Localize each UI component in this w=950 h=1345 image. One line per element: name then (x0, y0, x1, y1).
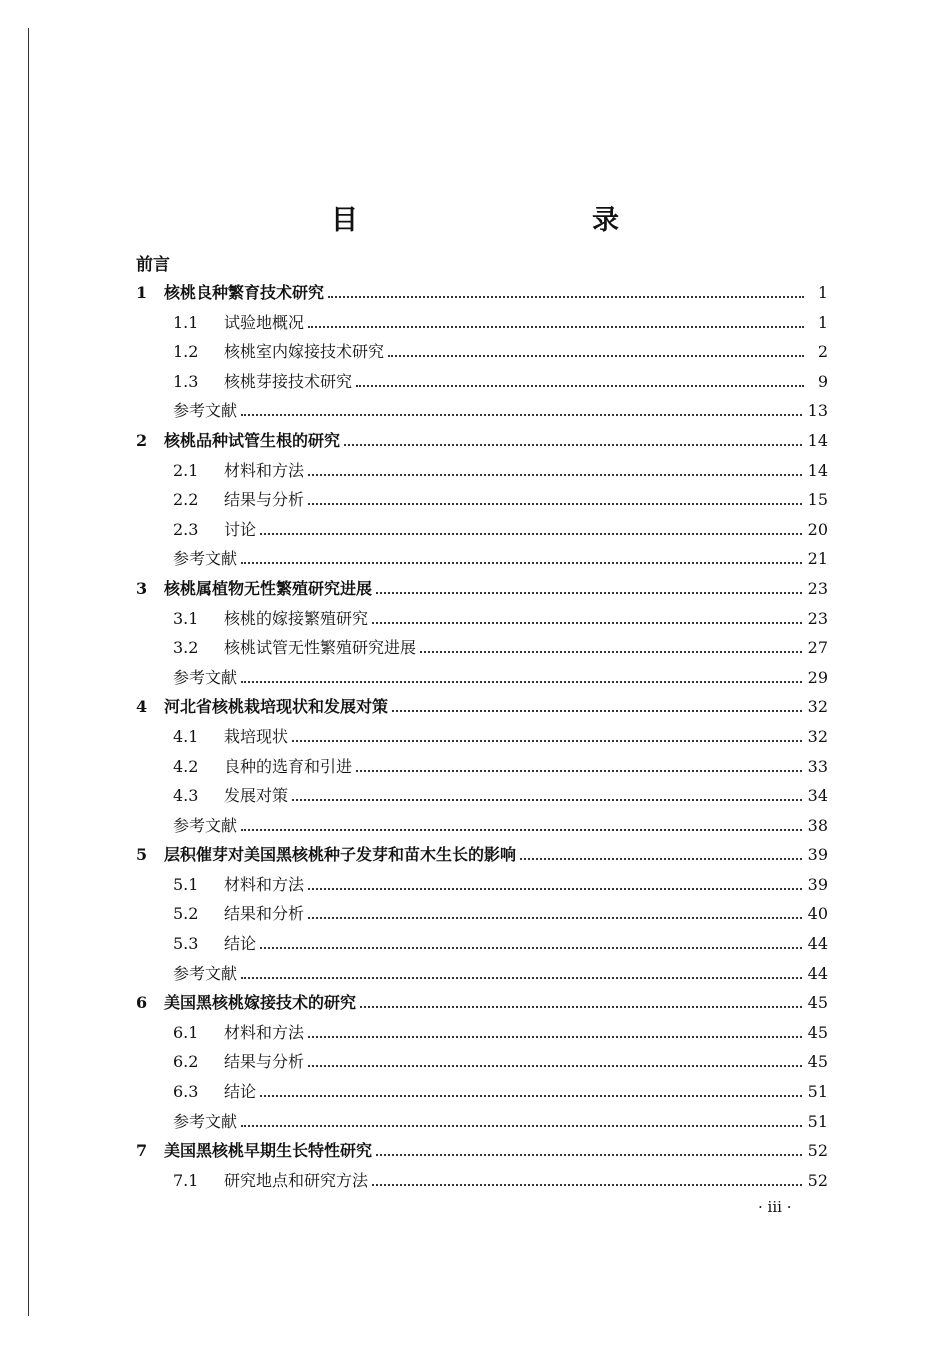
toc-entry-section[interactable] (136, 485, 828, 515)
toc-entry-number: 4.1 (173, 726, 199, 746)
toc-entry-section[interactable] (136, 1166, 828, 1196)
toc-entry-label: 材料和方法 (224, 1022, 305, 1042)
toc-entry-section[interactable] (136, 1047, 828, 1077)
toc-entry-label: 核桃的嫁接繁殖研究 (224, 608, 369, 628)
toc-entry-ref[interactable] (136, 544, 828, 574)
toc-entry-label: 参考文献 (173, 963, 238, 983)
dot-leader (308, 916, 802, 919)
toc-entry-page: 1 (817, 312, 828, 332)
toc-entry-number: 6 (136, 993, 148, 1013)
toc-entry-section[interactable] (136, 929, 828, 959)
toc-entry-label: 结果与分析 (224, 1052, 305, 1072)
dot-leader (241, 561, 802, 564)
toc-entry-label: 参考文献 (173, 401, 238, 421)
toc-entry-label: 结果与分析 (224, 490, 305, 510)
toc-entry-page: 32 (807, 697, 828, 717)
toc-entry-page: 2 (817, 342, 828, 362)
toc-preface: 前言 (136, 255, 170, 275)
toc-entry-section[interactable] (136, 1018, 828, 1048)
dot-leader (392, 709, 802, 712)
toc-entry-page: 9 (817, 371, 828, 391)
toc-entry-label: 结论 (224, 934, 257, 954)
toc-entry-page: 44 (807, 963, 828, 983)
toc-entry-page: 14 (807, 430, 828, 450)
toc-entry-number: 3.2 (173, 638, 199, 658)
dot-leader (260, 1094, 802, 1097)
toc-entry-section[interactable] (136, 337, 828, 367)
toc-entry-section[interactable] (136, 308, 828, 338)
toc-entry-number: 6.2 (173, 1052, 199, 1072)
dot-leader (260, 532, 802, 535)
toc-entry-page: 34 (807, 786, 828, 806)
dot-leader (376, 591, 802, 594)
toc-entry-label: 材料和方法 (224, 460, 305, 480)
dot-leader (241, 680, 802, 683)
toc-entry-section[interactable] (136, 781, 828, 811)
dot-leader (292, 798, 802, 801)
toc-entry-number: 1.3 (173, 371, 199, 391)
toc-entry-page: 52 (807, 1170, 828, 1190)
dot-leader (520, 857, 802, 860)
toc-entry-label: 核桃试管无性繁殖研究进展 (224, 638, 417, 658)
toc-entry-page: 1 (817, 283, 828, 302)
toc-entry-label: 参考文献 (173, 667, 238, 687)
dot-leader (308, 473, 802, 476)
toc-entry-section[interactable] (136, 752, 828, 782)
toc-entry-number: 1.1 (173, 312, 199, 332)
toc-entry-page: 20 (807, 519, 828, 539)
toc-entry-number: 3 (136, 578, 148, 598)
toc-entry-section[interactable] (136, 870, 828, 900)
dot-leader (308, 1064, 802, 1067)
dot-leader (372, 621, 802, 624)
dot-leader (372, 1183, 802, 1186)
toc-entry-section[interactable] (136, 1077, 828, 1107)
toc-entry-page: 23 (807, 608, 828, 628)
dot-leader (241, 976, 802, 979)
toc-entry-page: 27 (807, 638, 828, 658)
toc-entry-page: 52 (807, 1141, 828, 1161)
toc-entry-chapter[interactable] (136, 692, 828, 722)
toc-entry-number: 1 (136, 283, 148, 302)
toc-entry-label: 栽培现状 (224, 726, 289, 746)
toc-entry-number: 1.2 (173, 342, 199, 362)
toc-entry-number: 2 (136, 430, 148, 450)
toc-entry-number: 7 (136, 1141, 148, 1161)
toc-entry-page: 21 (807, 549, 828, 569)
toc-entry-page: 32 (807, 726, 828, 746)
toc-entry-page: 39 (807, 845, 828, 865)
toc-entry-page: 15 (807, 490, 828, 510)
toc-entry-page: 51 (807, 1082, 828, 1102)
toc-entry-number: 6.1 (173, 1022, 199, 1042)
toc-entry-page: 45 (807, 993, 828, 1013)
toc-entry-label: 结果和分析 (224, 904, 305, 924)
dot-leader (308, 325, 804, 328)
toc-entry-section[interactable] (136, 633, 828, 663)
toc-entry-chapter[interactable] (136, 1136, 828, 1166)
toc-entry-label: 核桃属植物无性繁殖研究进展 (164, 578, 373, 598)
toc-entry-page: 45 (807, 1052, 828, 1072)
toc-entry-ref[interactable] (136, 959, 828, 989)
toc-list (136, 278, 828, 1195)
toc-entry-label: 核桃室内嫁接技术研究 (224, 342, 385, 362)
dot-leader (260, 946, 802, 949)
toc-entry-ref[interactable] (136, 663, 828, 693)
dot-leader (388, 354, 804, 357)
toc-title: 目 录 (331, 205, 679, 236)
toc-entry-number: 5.1 (173, 874, 199, 894)
toc-entry-page: 38 (807, 815, 828, 835)
dot-leader (308, 502, 802, 505)
toc-entry-number: 2.2 (173, 490, 199, 510)
dot-leader (292, 739, 802, 742)
dot-leader (360, 1005, 802, 1008)
toc-entry-chapter[interactable] (136, 278, 828, 308)
dot-leader (308, 887, 802, 890)
toc-entry-number: 5.2 (173, 904, 199, 924)
toc-entry-label: 研究地点和研究方法 (224, 1170, 369, 1190)
toc-entry-page: 39 (807, 874, 828, 894)
toc-entry-label: 参考文献 (173, 815, 238, 835)
page-folio: · iii · (758, 1198, 792, 1216)
toc-entry-ref[interactable] (136, 811, 828, 841)
toc-entry-number: 3.1 (173, 608, 199, 628)
dot-leader (241, 828, 802, 831)
toc-entry-number: 2.1 (173, 460, 199, 480)
toc-entry-label: 河北省核桃栽培现状和发展对策 (164, 697, 389, 717)
toc-entry-section[interactable] (136, 456, 828, 486)
toc-entry-chapter[interactable] (136, 840, 828, 870)
toc-entry-section[interactable] (136, 367, 828, 397)
toc-entry-chapter[interactable] (136, 426, 828, 456)
toc-entry-page: 44 (807, 934, 828, 954)
toc-entry-number: 4 (136, 697, 148, 717)
toc-entry-number: 7.1 (173, 1170, 199, 1190)
toc-entry-chapter[interactable] (136, 574, 828, 604)
toc-entry-page: 51 (807, 1111, 828, 1131)
toc-entry-label: 核桃品种试管生根的研究 (164, 430, 341, 450)
toc-entry-label: 结论 (224, 1082, 257, 1102)
toc-entry-number: 4.2 (173, 756, 199, 776)
toc-entry-label: 参考文献 (173, 549, 238, 569)
toc-entry-ref[interactable] (136, 396, 828, 426)
dot-leader (420, 650, 802, 653)
toc-entry-page: 23 (807, 578, 828, 598)
toc-entry-section[interactable] (136, 515, 828, 545)
toc-entry-number: 4.3 (173, 786, 199, 806)
dot-leader (356, 769, 802, 772)
toc-entry-page: 33 (807, 756, 828, 776)
toc-entry-number: 5.3 (173, 934, 199, 954)
toc-entry-page: 13 (807, 401, 828, 421)
toc-entry-page: 29 (807, 667, 828, 687)
toc-entry-number: 6.3 (173, 1082, 199, 1102)
toc-entry-ref[interactable] (136, 1107, 828, 1137)
toc-entry-number: 2.3 (173, 519, 199, 539)
dot-leader (328, 295, 804, 298)
dot-leader (241, 413, 802, 416)
toc-entry-section[interactable] (136, 722, 828, 752)
dot-leader (241, 1124, 802, 1127)
dot-leader (376, 1153, 802, 1156)
toc-entry-label: 发展对策 (224, 786, 289, 806)
toc-entry-label: 参考文献 (173, 1111, 238, 1131)
toc-entry-label: 核桃良种繁育技术研究 (164, 283, 325, 302)
toc-entry-page: 14 (807, 460, 828, 480)
toc-entry-label: 核桃芽接技术研究 (224, 371, 353, 391)
toc-entry-section[interactable] (136, 604, 828, 634)
toc-entry-page: 40 (807, 904, 828, 924)
toc-entry-label: 美国黑核桃嫁接技术的研究 (164, 993, 357, 1013)
toc-entry-label: 试验地概况 (224, 312, 305, 332)
toc-entry-label: 讨论 (224, 519, 257, 539)
toc-entry-label: 良种的选育和引进 (224, 756, 353, 776)
toc-entry-label: 材料和方法 (224, 874, 305, 894)
toc-entry-label: 层积催芽对美国黑核桃种子发芽和苗木生长的影响 (164, 845, 517, 865)
dot-leader (308, 1035, 802, 1038)
toc-entry-number: 5 (136, 845, 148, 865)
toc-entry-page: 45 (807, 1022, 828, 1042)
toc-entry-section[interactable] (136, 899, 828, 929)
dot-leader (356, 384, 804, 387)
toc-entry-chapter[interactable] (136, 988, 828, 1018)
toc-entry-label: 美国黑核桃早期生长特性研究 (164, 1141, 373, 1161)
dot-leader (344, 443, 802, 446)
